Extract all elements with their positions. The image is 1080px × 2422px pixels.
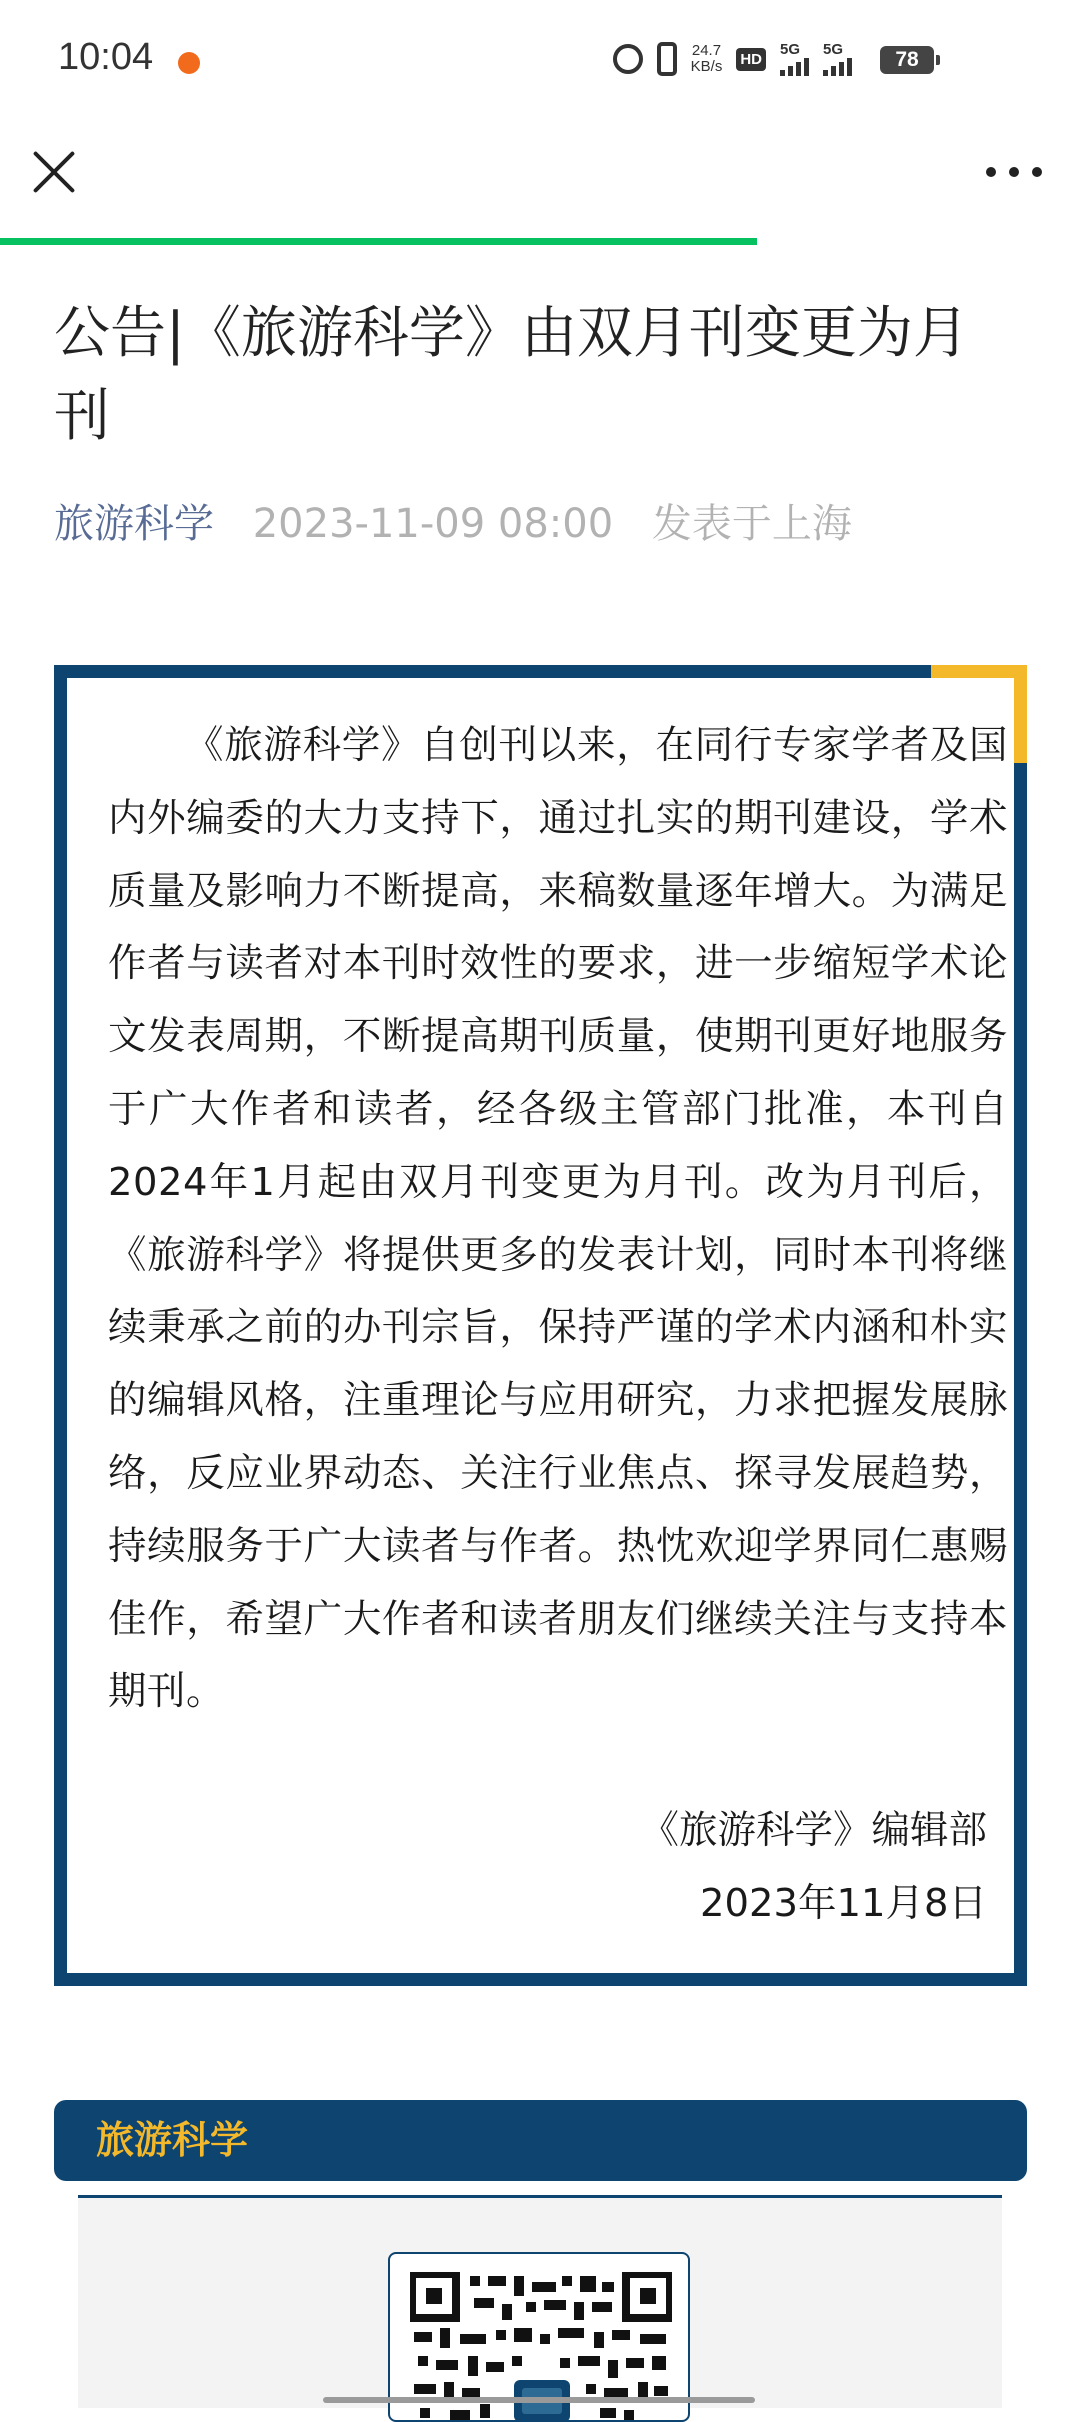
hd-icon: HD: [736, 48, 766, 71]
net-speed-value: 24.7: [691, 42, 722, 59]
more-dot: [1009, 167, 1019, 177]
publish-date: 2023-11-09 08:00: [252, 501, 614, 547]
article-title: 公告|《旅游科学》由双月刊变更为月刊: [54, 301, 969, 449]
notice-signature: 《旅游科学》编辑部: [640, 1808, 987, 1853]
journal-header-bar: [54, 2100, 1027, 2181]
alarm-icon: [613, 44, 643, 74]
status-bar: [0, 0, 1080, 125]
net-speed-unit: KB/s: [690, 58, 723, 75]
close-icon[interactable]: [28, 146, 80, 198]
notice-signature-date: 2023年11月8日: [700, 1881, 987, 1926]
notice-box: [54, 665, 1027, 1986]
signal-icon: [823, 42, 852, 76]
more-dot: [1032, 167, 1042, 177]
status-time: 10:04: [58, 36, 154, 78]
account-name-link[interactable]: 旅游科学: [54, 501, 214, 547]
more-icon[interactable]: [986, 158, 1042, 186]
battery-icon: 78: [880, 46, 934, 74]
sim2-label: 5G: [823, 41, 844, 58]
signal-icon: [780, 42, 809, 76]
page-load-progress: [0, 238, 757, 245]
status-icons: [613, 42, 852, 76]
more-dot: [986, 167, 996, 177]
net-speed: [691, 43, 723, 75]
home-indicator[interactable]: [323, 2397, 755, 2403]
notice-body: 《旅游科学》自创刊以来，在同行专家学者及国内外编委的大力支持下，通过扎实的期刊建设，学术质量及影响力不断提高，来稿数量逐年增大。为满足作者与读者对本刊时效性的要求，进一步缩短学术论文发表周期，不断提高期刊质量，使期刊更好地服务于广大作者和读者，经各级主管部门批准，本刊自2024年1月起由双月刊变更为月刊。改为月刊后，《旅游科学》将提供更多的发表计划，同时本刊将继续秉承之前的办刊宗旨，保持严谨的学术内涵和朴实的编辑风格，注重理论与应用研究，力求把握发展脉络，反应业界动态、关注行业焦点、探寻发展趋势，持续服务于广大读者与作者。热忱欢迎学界同仁惠赐佳作，希望广大作者和读者朋友们继续关注与支持本期刊。: [108, 723, 1008, 1715]
vibrate-icon: [657, 42, 677, 76]
article-meta: [54, 496, 852, 552]
sim1-label: 5G: [780, 41, 801, 58]
notification-dot-icon: [178, 52, 200, 74]
journal-name: 旅游科学: [96, 2118, 249, 2162]
publish-location: 发表于上海: [651, 501, 852, 547]
